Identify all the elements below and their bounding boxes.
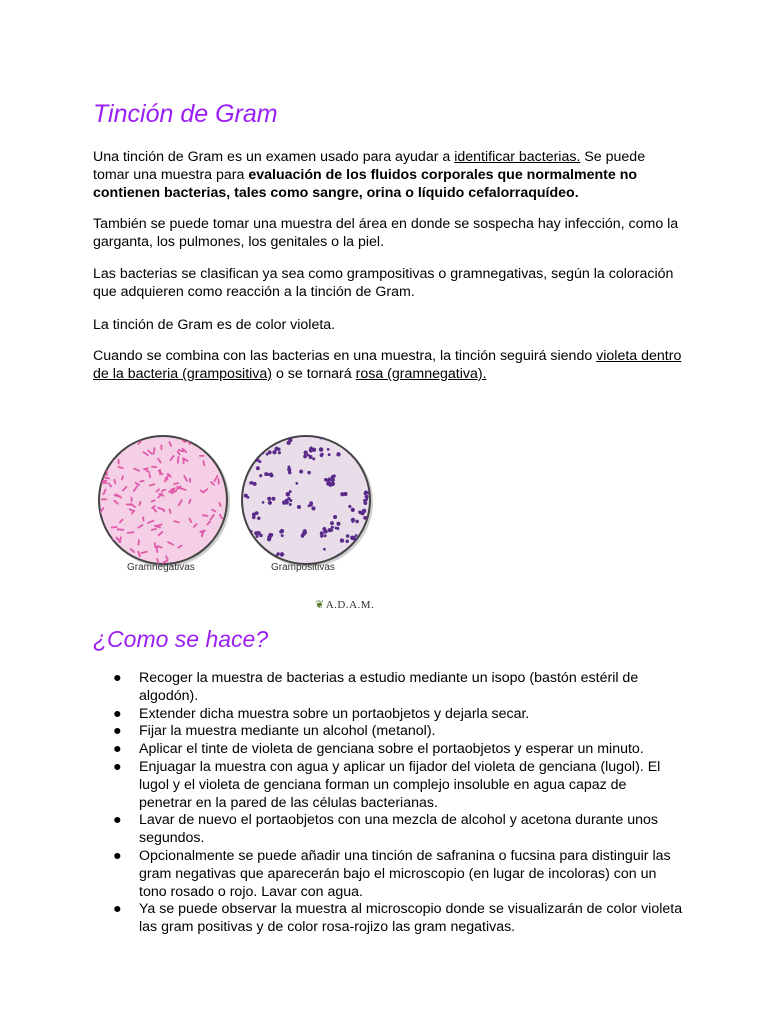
gram-positive-coccus xyxy=(304,531,308,535)
adam-credit: A.D.A.M. xyxy=(325,599,375,611)
list-item-text: Extender dicha muestra sobre un portaobjetos y dejarla secar. xyxy=(139,705,530,722)
list-item-text: Aplicar el tinte de violeta de genciana sobre el portaobjetos y esperar un minuto. xyxy=(139,741,644,758)
leaf-icon: ❦ xyxy=(315,599,325,611)
gram-positive-coccus xyxy=(363,516,367,520)
gram-positive-coccus xyxy=(346,534,350,538)
gram-positive-coccus xyxy=(355,440,359,444)
procedure-steps-list xyxy=(93,670,683,937)
gram-positive-coccus xyxy=(289,499,292,502)
gram-positive-coccus xyxy=(297,505,301,509)
gram-positive-coccus xyxy=(328,528,332,532)
list-item-text: Enjuagar la muestra con agua y aplicar un fijador del violeta de genciana (lugol). El lugol y el violeta de genciana forman un complejo insoluble en agua capaz de penetrar en la pared de las células bacterianas. xyxy=(139,758,661,811)
gram-positive-coccus xyxy=(308,504,311,507)
gram-positive-coccus xyxy=(340,492,344,496)
gram-positive-coccus xyxy=(348,505,351,508)
gram-positive-coccus xyxy=(355,520,359,524)
gram-positive-coccus xyxy=(320,453,323,456)
gram-positive-coccus xyxy=(319,447,323,451)
gram-positive-coccus xyxy=(278,451,281,454)
gram-negative-rod xyxy=(203,556,205,562)
caption-gram-positive: Grampositivas xyxy=(271,562,335,573)
list-item xyxy=(93,812,683,848)
gram-positive-coccus xyxy=(258,460,261,463)
gram-positive-coccus xyxy=(252,516,256,520)
gram-negative-rod xyxy=(218,478,220,484)
gram-positive-coccus xyxy=(299,470,303,474)
list-item-text: Recoger la muestra de bacterias a estudio mediante un isopo (bastón estéril de algodón). xyxy=(139,670,639,704)
paragraph-stain-result xyxy=(93,348,683,384)
list-item-text: Opcionalmente se puede añadir una tinción de safranina o fucsina para distinguir las gram negativas que aparecerán bajo el microscopio (en lugar de incoloras) con un tono rosado o rojo. Lavar con agua. xyxy=(139,847,671,900)
gram-positive-coccus xyxy=(268,533,272,537)
list-item xyxy=(93,723,683,741)
gram-negative-rod xyxy=(217,438,222,444)
gram-positive-coccus xyxy=(309,455,313,459)
gram-positive-coccus xyxy=(364,491,368,495)
gram-positive-coccus xyxy=(358,510,362,514)
gram-positive-coccus xyxy=(262,440,265,443)
bullet-icon: ● xyxy=(113,741,122,758)
gram-positive-coccus xyxy=(254,557,257,560)
gram-positive-coccus xyxy=(351,520,354,523)
paragraph-stain-color: La tinción de Gram es de color violeta. xyxy=(93,317,336,333)
gram-stain-figure xyxy=(95,434,385,624)
gram-positive-coccus xyxy=(254,449,257,452)
gram-negative-rod xyxy=(203,560,210,566)
gram-positive-coccus xyxy=(328,483,332,487)
gram-negative-rod xyxy=(107,458,110,464)
gram-positive-coccus xyxy=(289,503,292,506)
gram-negative-rod xyxy=(220,537,227,543)
list-item-text: Ya se puede observar la muestra al microscopio donde se visualizarán de color violeta las gram positivas y de color rosa-rojizo las gram negativas. xyxy=(139,901,683,936)
gram-positive-coccus xyxy=(264,472,268,476)
bullet-icon: ● xyxy=(113,670,122,686)
gram-positive-coccus xyxy=(253,440,257,444)
list-item xyxy=(93,759,683,812)
gram-negative-rod xyxy=(131,497,133,502)
gram-positive-coccus xyxy=(365,495,369,499)
intro-text-2: Se puede tomar una muestra para xyxy=(93,149,646,183)
gram-positive-coccus xyxy=(309,448,313,452)
gram-positive-coccus xyxy=(309,501,313,505)
gram-positive-coccus xyxy=(307,471,310,474)
list-item xyxy=(93,670,683,706)
gram-positive-coccus xyxy=(256,438,259,441)
gram-positive-coccus xyxy=(259,474,262,477)
gram-positive-coccus xyxy=(336,522,340,526)
gram-negative-rod xyxy=(101,498,107,500)
gram-negative-rod xyxy=(100,559,106,565)
gram-positive-coccus xyxy=(344,492,347,495)
intro-bold-text: evaluación de los fluidos corporales que normalmente no contienen bacterias, tales como sangre, orina o líquido cefalorraquídeo. xyxy=(93,166,638,201)
gram-positive-coccus xyxy=(254,559,257,562)
gram-positive-coccus xyxy=(257,531,261,535)
gram-positive-coccus xyxy=(323,548,326,551)
identify-bacteria-link: identificar bacterias. xyxy=(454,149,581,165)
gram-positive-coccus xyxy=(324,478,327,481)
caption-gram-negative: Gramnegativas xyxy=(127,562,195,573)
gram-negative-rod xyxy=(220,549,226,554)
gram-positive-coccus xyxy=(324,534,327,537)
gram-negative-rod xyxy=(189,478,191,483)
gram-negative-rod xyxy=(122,443,127,445)
gram-positive-coccus xyxy=(363,501,367,505)
bullet-icon: ● xyxy=(113,723,122,740)
gram-positive-coccus xyxy=(280,552,284,556)
paragraph-sample-area: También se puede tomar una muestra del área en donde se sospecha hay infección, como la garganta, los pulmones, los genitales o la piel. xyxy=(93,216,679,250)
gram-positive-coccus xyxy=(320,531,324,535)
bullet-icon: ● xyxy=(113,847,122,864)
gram-positive-coccus xyxy=(270,472,273,475)
gram-positive-coccus xyxy=(253,441,256,444)
gram-negative-rod xyxy=(121,560,127,566)
bullet-icon: ● xyxy=(113,705,122,722)
list-item-text: Lavar de nuevo el portaobjetos con una mezcla de alcohol y acetona durante unos segundos. xyxy=(139,812,658,847)
gram-positive-coccus xyxy=(327,448,330,451)
gram-positive-coccus xyxy=(295,482,298,485)
gram-negative-rod xyxy=(199,455,204,457)
gram-positive-coccus xyxy=(340,538,344,542)
gram-positive-coccus xyxy=(287,468,291,472)
gram-positive-coccus xyxy=(250,481,253,484)
list-item xyxy=(93,741,683,759)
gram-positive-coccus xyxy=(345,540,349,544)
gram-negative-view xyxy=(99,436,227,564)
result-text-2: o se tornará xyxy=(272,365,356,382)
gram-negative-rod xyxy=(160,444,162,450)
gram-positive-coccus xyxy=(256,535,259,538)
gram-positive-coccus xyxy=(262,501,265,504)
gram-positive-coccus xyxy=(301,534,305,538)
intro-paragraph xyxy=(93,149,683,202)
gram-positive-coccus xyxy=(267,537,271,541)
gram-positive-coccus xyxy=(280,529,284,533)
gram-positive-coccus xyxy=(312,457,315,460)
gram-positive-coccus xyxy=(277,552,280,555)
gram-positive-coccus xyxy=(253,554,257,558)
gram-positive-coccus xyxy=(362,509,366,513)
gram-positive-coccus xyxy=(335,527,338,530)
gram-negative-rod xyxy=(115,442,123,444)
gram-positive-coccus xyxy=(277,437,280,440)
pink-gram-negative-text: rosa (gramnegativa). xyxy=(355,365,487,382)
page-title: Tinción de Gram xyxy=(93,100,278,128)
gram-negative-rod xyxy=(205,554,211,557)
adam-logo xyxy=(315,598,374,611)
result-text-1: Cuando se combina con las bacterias en una muestra, la tinción seguirá siendo xyxy=(93,348,597,364)
list-item xyxy=(93,706,683,724)
gram-positive-coccus xyxy=(285,500,289,504)
gram-positive-coccus xyxy=(286,441,290,445)
gram-negative-rod xyxy=(110,547,116,550)
violet-inside-text: violeta dentro de la bacteria (grampositiva) xyxy=(93,348,682,382)
gram-positive-coccus xyxy=(257,438,260,441)
gram-negative-rod xyxy=(114,437,122,439)
gram-positive-coccus xyxy=(254,451,257,454)
bullet-icon: ● xyxy=(113,758,122,775)
intro-text-1: Una tinción de Gram es un examen usado para ayudar a xyxy=(93,149,455,165)
gram-positive-coccus xyxy=(267,497,271,501)
gram-negative-rod xyxy=(110,438,117,443)
paragraph-classification: Las bacterias se clasifican ya sea como grampositivas o gramnegativas, según la coloración que adquieren como reacción a la tinción de Gram. xyxy=(93,266,674,300)
gram-negative-rod xyxy=(98,456,104,463)
list-item xyxy=(93,901,683,937)
bullet-icon: ● xyxy=(113,901,122,918)
gram-positive-coccus xyxy=(250,448,254,452)
gram-negative-rod xyxy=(101,482,107,484)
gram-positive-coccus xyxy=(257,516,260,519)
gram-positive-coccus xyxy=(252,446,256,450)
gram-positive-coccus xyxy=(331,526,334,529)
gram-negative-rod xyxy=(118,459,120,465)
gram-positive-coccus xyxy=(272,497,276,501)
gram-positive-coccus xyxy=(351,445,354,448)
gram-positive-coccus xyxy=(354,444,358,448)
gram-positive-coccus xyxy=(268,501,272,505)
gram-positive-coccus xyxy=(259,438,262,441)
gram-positive-coccus xyxy=(355,534,358,537)
gram-positive-coccus xyxy=(257,436,260,439)
gram-positive-coccus xyxy=(336,452,340,456)
bullet-icon: ● xyxy=(113,812,122,829)
gram-positive-coccus xyxy=(303,455,307,459)
gram-positive-coccus xyxy=(330,521,334,525)
gram-positive-coccus xyxy=(275,447,279,451)
gram-positive-coccus xyxy=(266,453,269,456)
gram-positive-coccus xyxy=(247,496,250,499)
gram-positive-coccus xyxy=(331,475,335,479)
gram-positive-coccus xyxy=(281,534,284,537)
gram-positive-coccus xyxy=(256,466,260,470)
gram-positive-coccus xyxy=(289,490,292,493)
gram-negative-rod xyxy=(138,539,140,545)
gram-positive-coccus xyxy=(311,506,315,510)
gram-positive-coccus xyxy=(328,453,331,456)
gram-positive-coccus xyxy=(322,527,326,531)
gram-positive-coccus xyxy=(333,515,337,519)
list-item xyxy=(93,848,683,901)
list-item-text: Fijar la muestra mediante un alcohol (metanol). xyxy=(139,723,436,740)
gram-positive-coccus xyxy=(255,559,258,562)
section-title-how: ¿Como se hace? xyxy=(93,626,269,652)
gram-positive-coccus xyxy=(351,508,355,512)
gram-positive-coccus xyxy=(257,437,261,441)
gram-positive-coccus xyxy=(304,451,308,455)
